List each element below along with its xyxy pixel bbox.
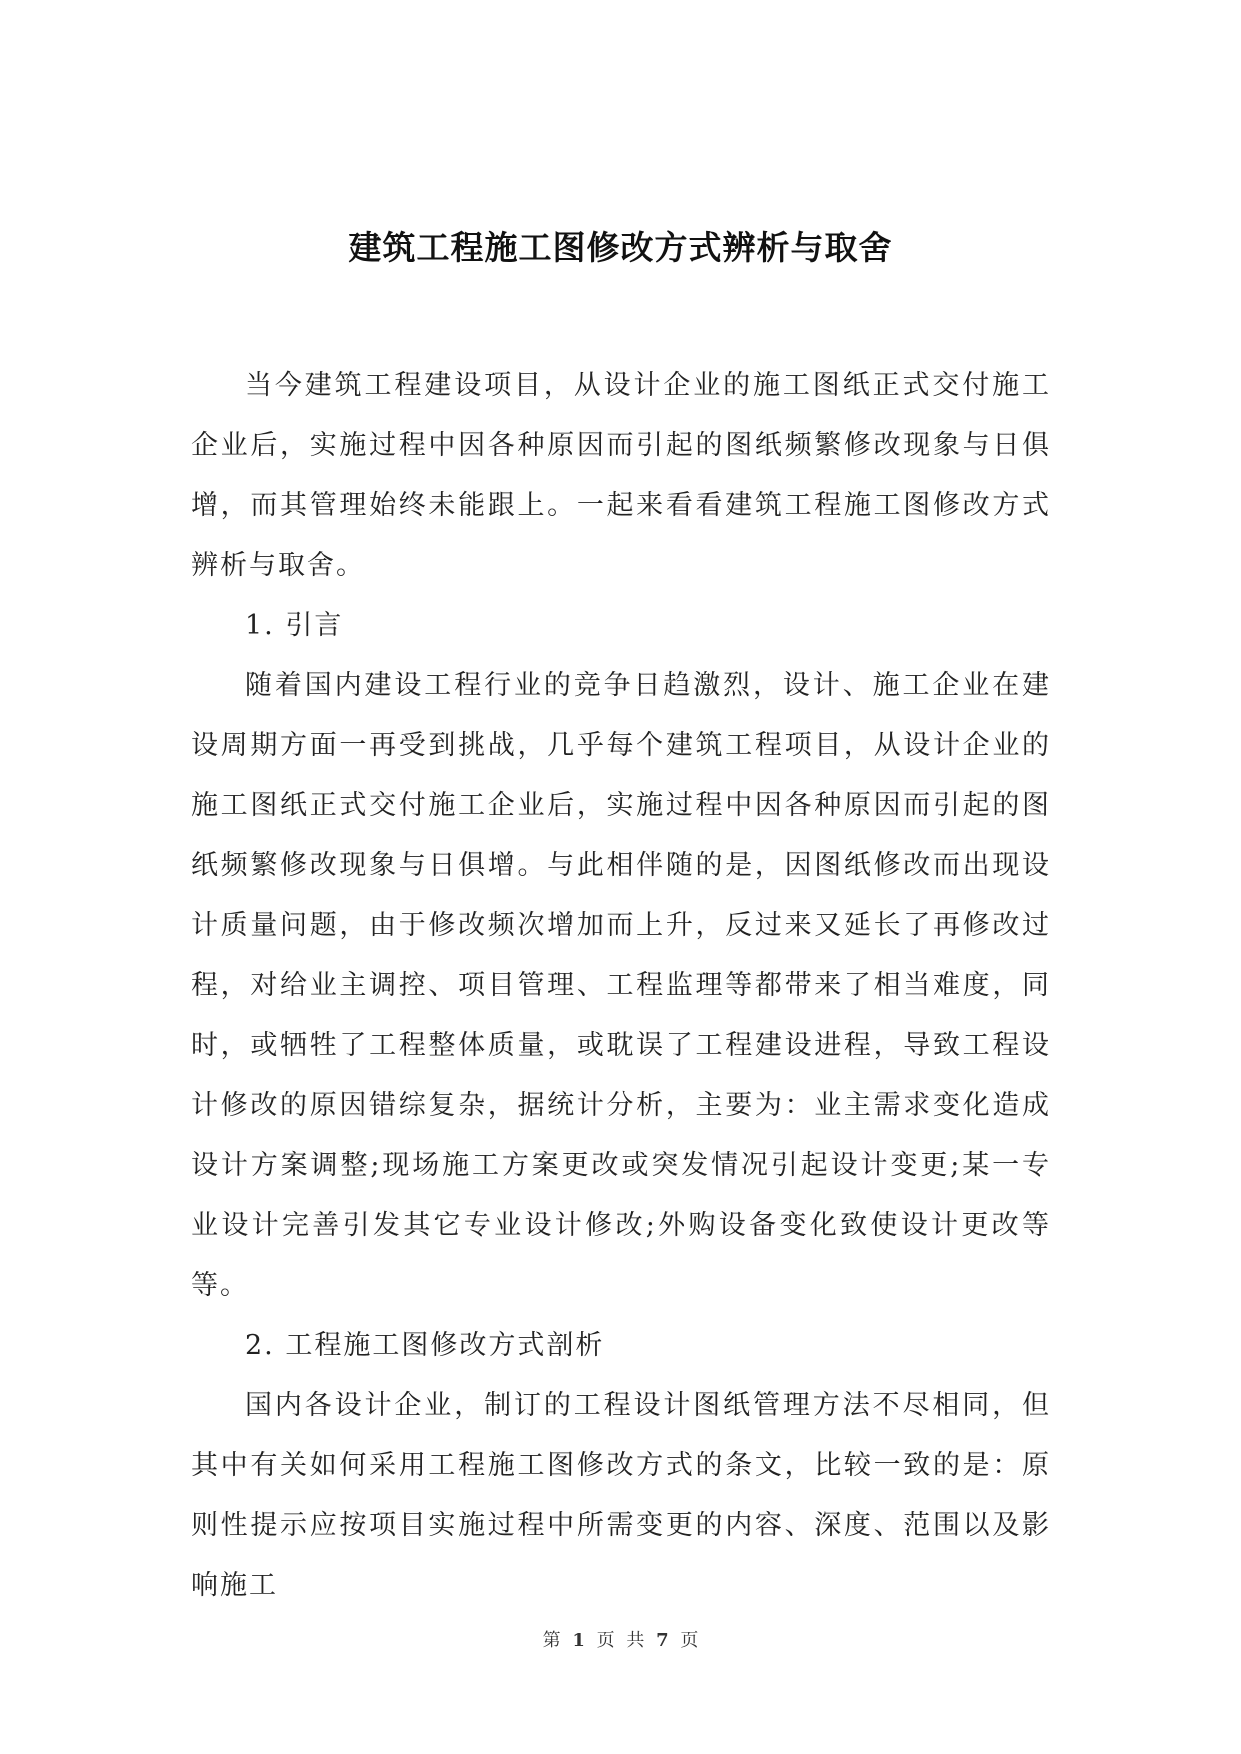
paragraph-intro: 当今建筑工程建设项目，从设计企业的施工图纸正式交付施工企业后，实施过程中因各种原因而引起的图纸频繁修改现象与日俱增，而其管理始终未能跟上。一起来看看建筑工程施工图修改方式辨析与取舍。: [191, 370, 1051, 581]
footer-prefix: 第: [542, 1630, 561, 1651]
footer-total-pages: 7: [656, 1630, 669, 1651]
footer-page-label: 页: [596, 1630, 615, 1651]
document-body: [191, 356, 1051, 1616]
paragraph-analysis-body: 国内各设计企业，制订的工程设计图纸管理方法不尽相同，但其中有关如何采用工程施工图修改方式的条文，比较一致的是：原则性提示应按项目实施过程中所需变更的内容、深度、范围以及影响施工: [191, 1390, 1051, 1601]
footer-current-page: 1: [572, 1630, 585, 1651]
section-heading-analysis: 2. 工程施工图修改方式剖析: [245, 1330, 605, 1361]
paragraph-introduction-body: 随着国内建设工程行业的竞争日趋激烈，设计、施工企业在建设周期方面一再受到挑战，几乎每个建筑工程项目，从设计企业的施工图纸正式交付施工企业后，实施过程中因各种原因而引起的图纸频繁修改现象与日俱增。与此相伴随的是，因图纸修改而出现设计质量问题，由于修改频次增加而上升，反过来又延长了再修改过程，对给业主调控、项目管理、工程监理等都带来了相当难度，同时，或牺牲了工程整体质量，或耽误了工程建设进程，导致工程设计修改的原因错综复杂，据统计分析，主要为：业主需求变化造成设计方案调整;现场施工方案更改或突发情况引起设计变更;某一专业设计完善引发其它专业设计修改;外购设备变化致使设计更改等等。: [191, 670, 1051, 1301]
document-title: 建筑工程施工图修改方式辨析与取舍: [348, 228, 893, 267]
page-footer: [0, 1626, 1241, 1652]
footer-total-prefix: 共: [626, 1630, 645, 1651]
section-heading-introduction: 1. 引言: [245, 610, 344, 641]
footer-total-suffix: 页: [680, 1630, 699, 1651]
